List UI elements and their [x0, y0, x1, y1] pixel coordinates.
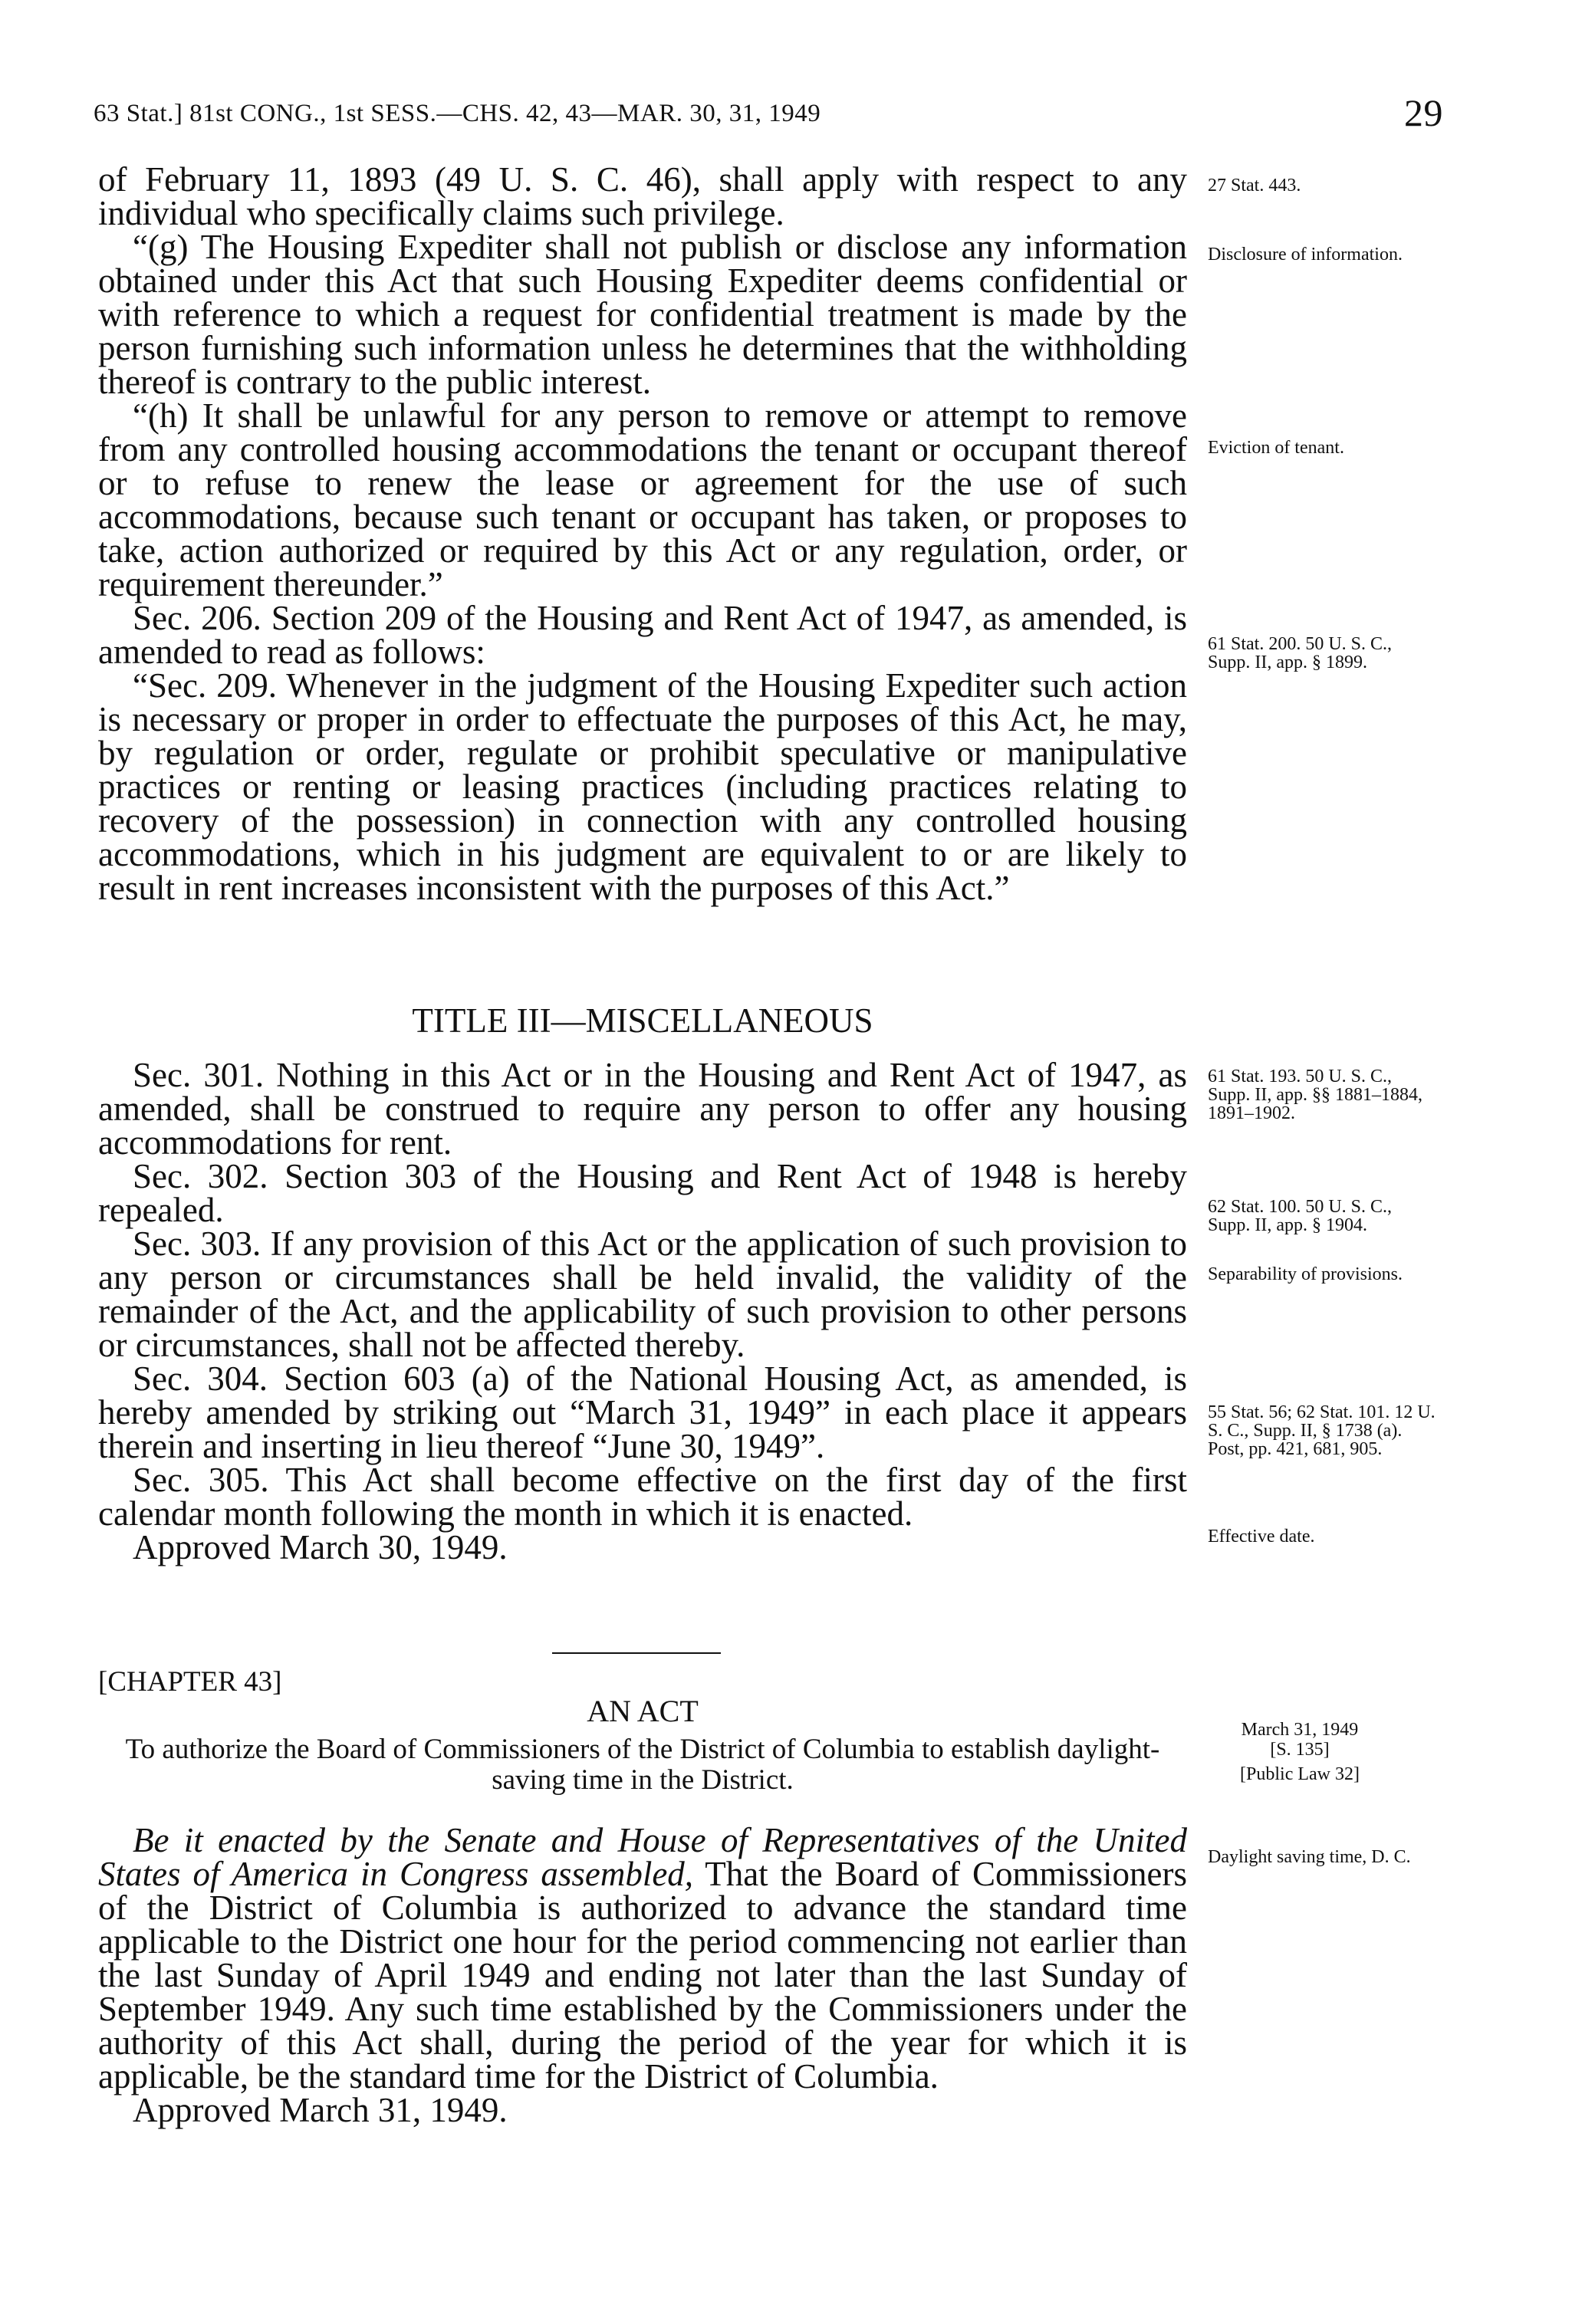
- chapter-label: [CHAPTER 43]: [98, 1666, 282, 1698]
- enacting-clause-text: That the Board of Commissioners of the District of Columbia is authorized to advance the standard time applicable to the District one hour for the period commencing not earlier than the last Sunday of April 1949 and ending not later than the last Sunday of September 1949. Any such time established by the Commissioners under the authority of this Act shall, during the period of the year for which it is applicable, be the standard time for the District of Columbia.: [98, 1855, 1187, 2096]
- paragraph-continuation: of February 11, 1893 (49 U. S. C. 46), shall apply with respect to any individual who specifically claims such privilege.: [98, 160, 1187, 232]
- title-iii-heading: TITLE III—MISCELLANEOUS: [412, 1001, 873, 1040]
- section-302: Sec. 302. Section 303 of the Housing and Rent Act of 1948 is hereby repealed.: [98, 1157, 1187, 1229]
- margin-note-bill-number: [S. 135]: [1270, 1740, 1330, 1760]
- main-text-block-1: [98, 160, 1187, 907]
- an-act-heading: AN ACT: [587, 1694, 699, 1728]
- margin-note-55-stat: 55 Stat. 56; 62 Stat. 101. 12 U. S. C., Supp. II, § 1738 (a). Post, pp. 421, 681, 905.: [1208, 1402, 1436, 1459]
- running-head: 63 Stat.] 81st CONG., 1st SESS.—CHS. 42, 43—MAR. 30, 31, 1949: [94, 100, 821, 127]
- margin-note-62-stat-100: 62 Stat. 100. 50 U. S. C., Supp. II, app. § 1904.: [1208, 1197, 1393, 1235]
- section-304: Sec. 304. Section 603 (a) of the National Housing Act, as amended, is hereby amended by striking out “March 31, 1949” in each place it appears therein and inserting in lieu thereof “June 30, 1949”.: [98, 1359, 1187, 1465]
- main-text-block-3: [98, 1823, 1187, 2127]
- section-206: Sec. 206. Section 209 of the Housing and Rent Act of 1947, as amended, is amended to read as follows:: [98, 599, 1187, 671]
- paragraph-g: “(g) The Housing Expediter shall not publish or disclose any information obtained under this Act that such Housing Expediter deems confidential or with reference to which a request for confidential treatment is made by the person furnishing such information unless he determines that the withholding thereof is contrary to the public interest.: [98, 228, 1187, 401]
- act-purpose: To authorize the Board of Commissioners of the District of Columbia to establish daylight-saving time in the District.: [125, 1734, 1160, 1796]
- margin-note-disclosure: Disclosure of information.: [1208, 245, 1403, 265]
- section-301: Sec. 301. Nothing in this Act or in the Housing and Rent Act of 1947, as amended, shall be construed to require any person to offer any housing accommodations for rent.: [98, 1056, 1187, 1162]
- margin-note-61-stat-200: 61 Stat. 200. 50 U. S. C., Supp. II, app. § 1899.: [1208, 634, 1393, 672]
- margin-note-date: March 31, 1949: [1241, 1720, 1359, 1740]
- running-header: [94, 90, 1443, 136]
- enacting-clause: [98, 1821, 1187, 2096]
- section-303: Sec. 303. If any provision of this Act or the application of such provision to any person or circumstances shall be held invalid, the validity of the remainder of the Act, and the applicability of such provision to other persons or circumstances, shall not be affected thereby.: [98, 1224, 1187, 1364]
- margin-note-daylight-saving: Daylight saving time, D. C.: [1208, 1847, 1411, 1867]
- approval-line-2: Approved March 31, 1949.: [133, 2091, 508, 2129]
- approval-line-1: Approved March 30, 1949.: [133, 1528, 508, 1566]
- section-305: Sec. 305. This Act shall become effective on the first day of the first calendar month following the month in which it is enacted.: [98, 1461, 1187, 1533]
- margin-note-eviction: Eviction of tenant.: [1208, 438, 1344, 458]
- paragraph-h: “(h) It shall be unlawful for any person to remove or attempt to remove from any controlled housing accommodations the tenant or occupant thereof or to refuse to renew the lease or agreement for the use of such accommodations, because such tenant or occupant has taken, or proposes to take, action authorized or required by this Act or any regulation, order, or requirement thereunder.”: [98, 396, 1187, 603]
- margin-note-public-law: [Public Law 32]: [1240, 1764, 1360, 1784]
- margin-note-61-stat-193: 61 Stat. 193. 50 U. S. C., Supp. II, app. §§ 1881–1884, 1891–1902.: [1208, 1067, 1422, 1123]
- margin-note-effective-date: Effective date.: [1208, 1527, 1315, 1547]
- divider-rule: [552, 1652, 721, 1654]
- page-number: 29: [1404, 91, 1443, 134]
- margin-note-27-stat: 27 Stat. 443.: [1208, 176, 1301, 196]
- margin-note-separability: Separability of provisions.: [1208, 1264, 1403, 1284]
- section-209: “Sec. 209. Whenever in the judgment of the Housing Expediter such action is necessary or proper in order to effectuate the purposes of this Act, he may, by regulation or order, regulate or prohibit speculative or manipulative practices or renting or leasing practices (including practices relating to recovery of the possession) in connection with any controlled housing accommodations, which in his judgment are equivalent to or are likely to result in rent increases inconsistent with the purposes of this Act.”: [98, 666, 1187, 907]
- main-text-block-2: [98, 1058, 1187, 1564]
- enacting-clause-italic: Be it enacted by the Senate and House of Representatives of the United States of America in Congress assembled,: [98, 1821, 1187, 1893]
